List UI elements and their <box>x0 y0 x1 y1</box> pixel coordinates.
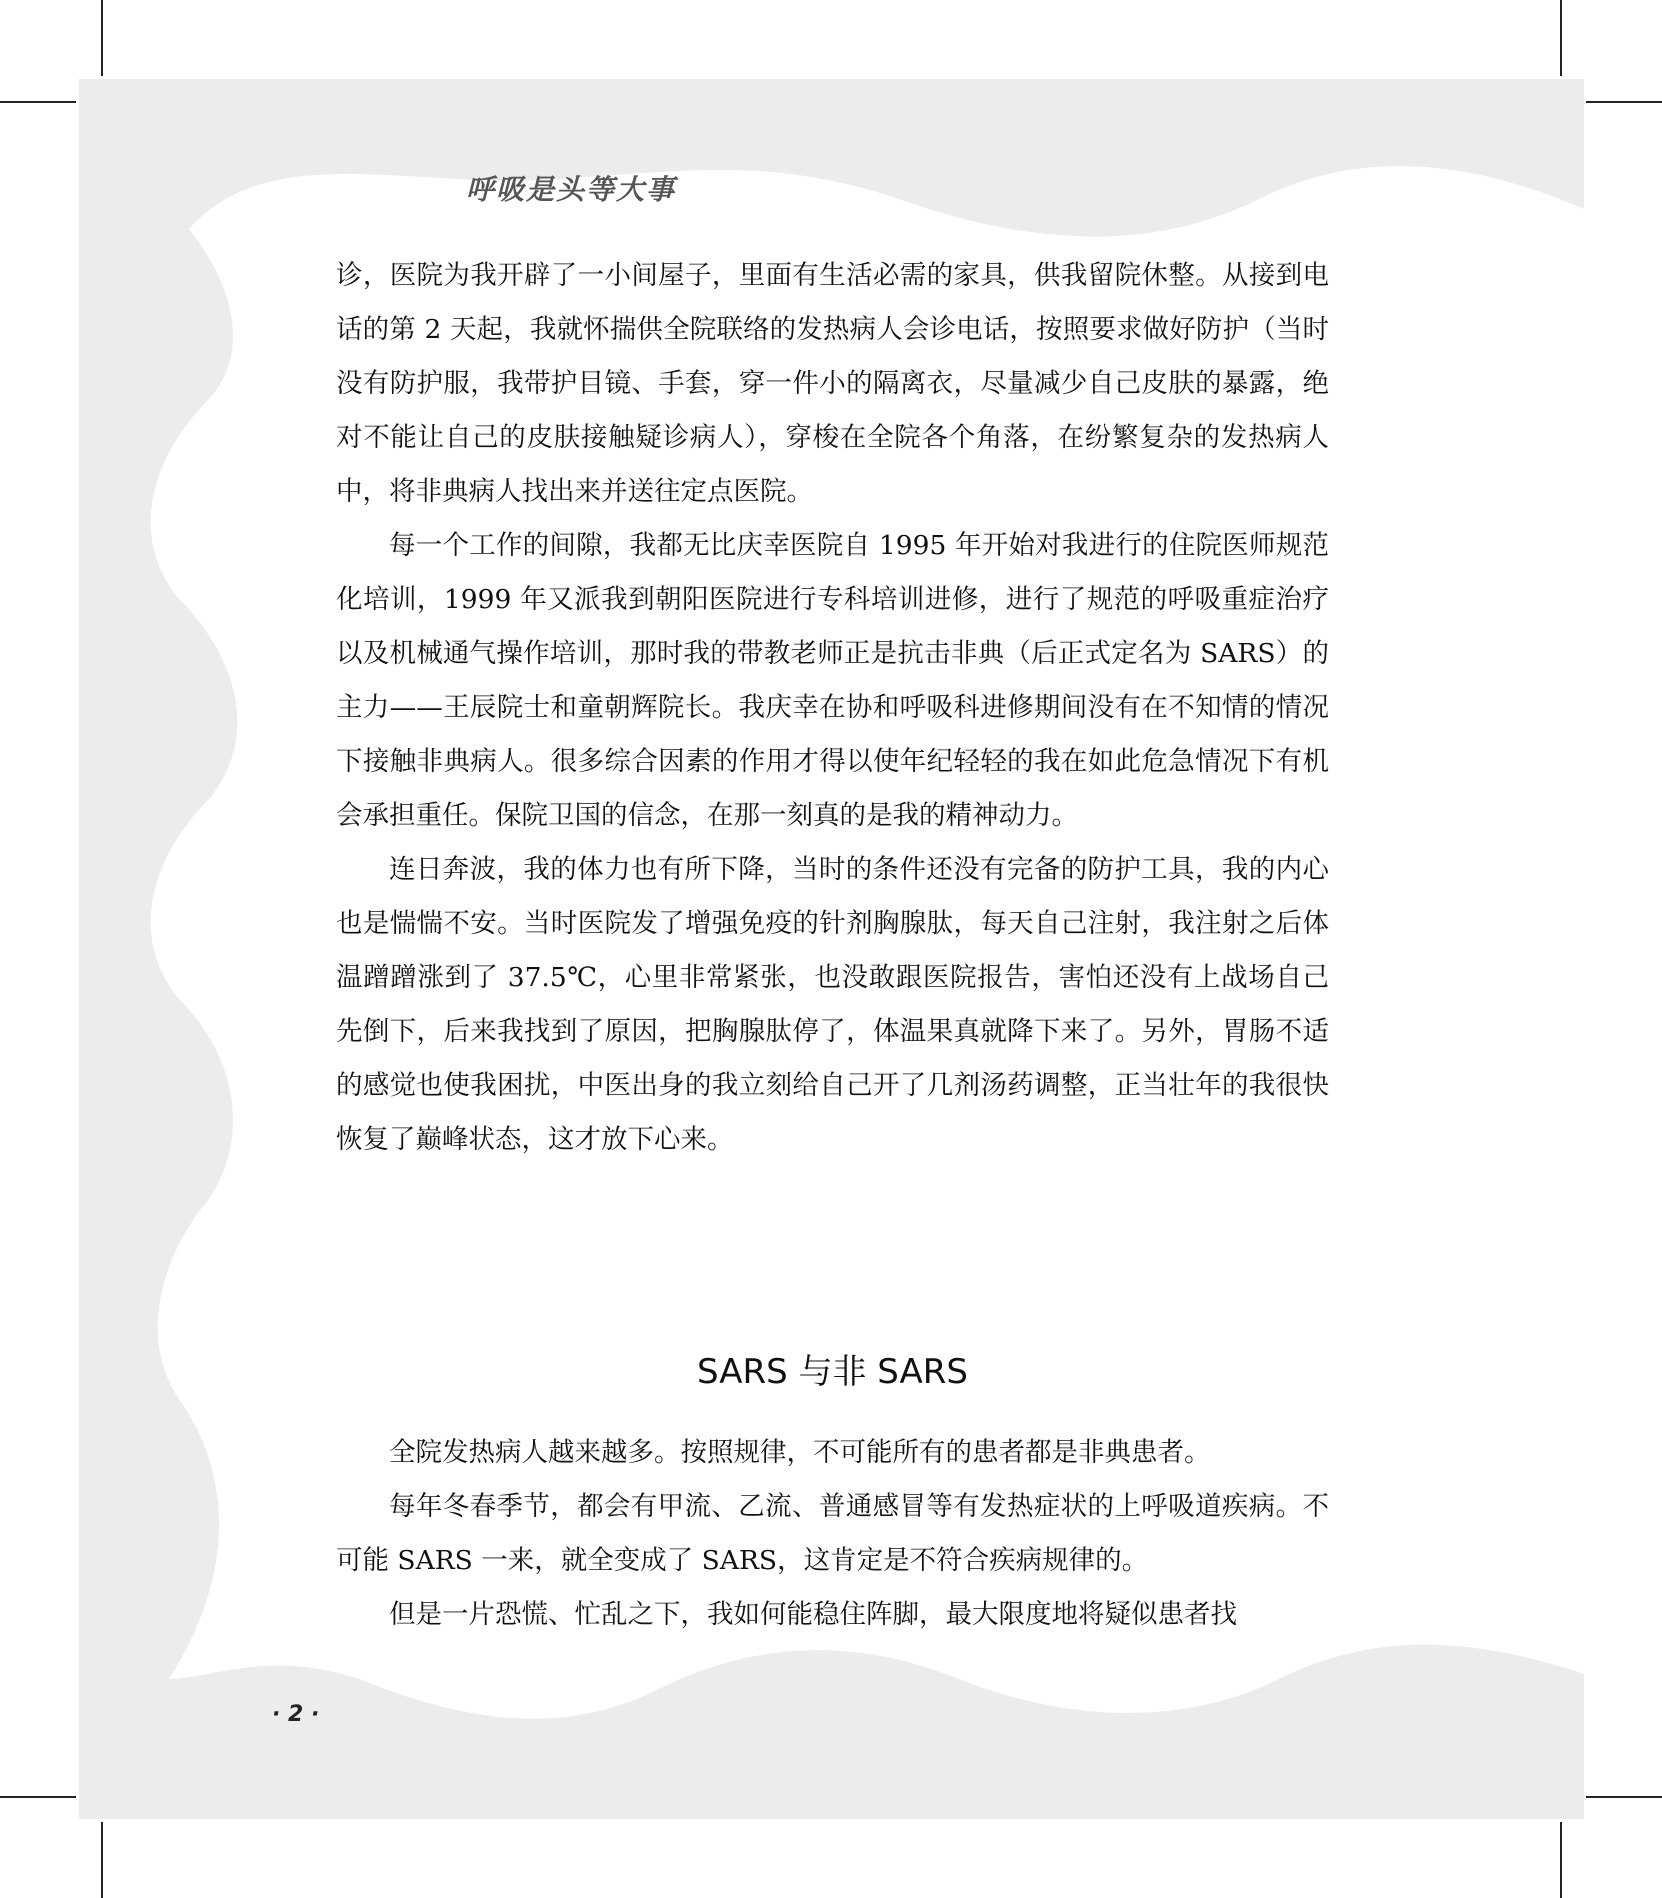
crop-mark <box>1560 1822 1562 1898</box>
page-number: · 2 · <box>272 1702 320 1727</box>
section-title: SARS 与非 SARS <box>697 1352 968 1392</box>
body-text-bottom <box>336 1426 1329 1642</box>
crop-mark <box>101 0 103 76</box>
crop-mark <box>0 101 76 103</box>
running-header: 呼吸是头等大事 <box>466 173 677 206</box>
crop-mark <box>1586 1796 1662 1798</box>
paragraph: 诊，医院为我开辟了一小间屋子，里面有生活必需的家具，供我留院休整。从接到电话的第 2 天起，我就怀揣供全院联络的发热病人会诊电话，按照要求做好防护（当时没有防护服，我带护目镜、手套，穿一件小的隔离衣，尽量减少自己皮肤的暴露，绝对不能让自己的皮肤接触疑诊病人），穿梭在全院各个角落，在纷繁复杂的发热病人中，将非典病人找出来并送往定点医院。 <box>336 260 1329 507</box>
paragraph: 但是一片恐慌、忙乱之下，我如何能稳住阵脚，最大限度地将疑似患者找 <box>389 1599 1237 1630</box>
crop-mark <box>1586 101 1662 103</box>
body-text-top <box>336 249 1329 1167</box>
paragraph: 每一个工作的间隙，我都无比庆幸医院自 1995 年开始对我进行的住院医师规范化培训，1999 年又派我到朝阳医院进行专科培训进修，进行了规范的呼吸重症治疗以及机械通气操作培训，那时我的带教老师正是抗击非典（后正式定名为 SARS）的主力——王辰院士和童朝辉院长。我庆幸在协和呼吸科进修期间没有在不知情的情况下接触非典病人。很多综合因素的作用才得以使年纪轻轻的我在如此危急情况下有机会承担重任。保院卫国的信念，在那一刻真的是我的精神动力。 <box>336 530 1329 831</box>
paragraph: 每年冬春季节，都会有甲流、乙流、普通感冒等有发热症状的上呼吸道疾病。不可能 SARS 一来，就全变成了 SARS，这肯定是不符合疾病规律的。 <box>336 1491 1329 1576</box>
paragraph: 连日奔波，我的体力也有所下降，当时的条件还没有完备的防护工具，我的内心也是惴惴不安。当时医院发了增强免疫的针剂胸腺肽，每天自己注射，我注射之后体温蹭蹭涨到了 37.5℃，心里非常紧张，也没敢跟医院报告，害怕还没有上战场自己先倒下，后来我找到了原因，把胸腺肽停了，体温果真就降下来了。另外，胃肠不适的感觉也使我困扰，中医出身的我立刻给自己开了几剂汤药调整，正当壮年的我很快恢复了巅峰状态，这才放下心来。 <box>336 854 1329 1155</box>
crop-mark <box>0 1796 76 1798</box>
paragraph: 全院发热病人越来越多。按照规律，不可能所有的患者都是非典患者。 <box>389 1437 1211 1468</box>
crop-mark <box>101 1822 103 1898</box>
crop-mark <box>1560 0 1562 76</box>
